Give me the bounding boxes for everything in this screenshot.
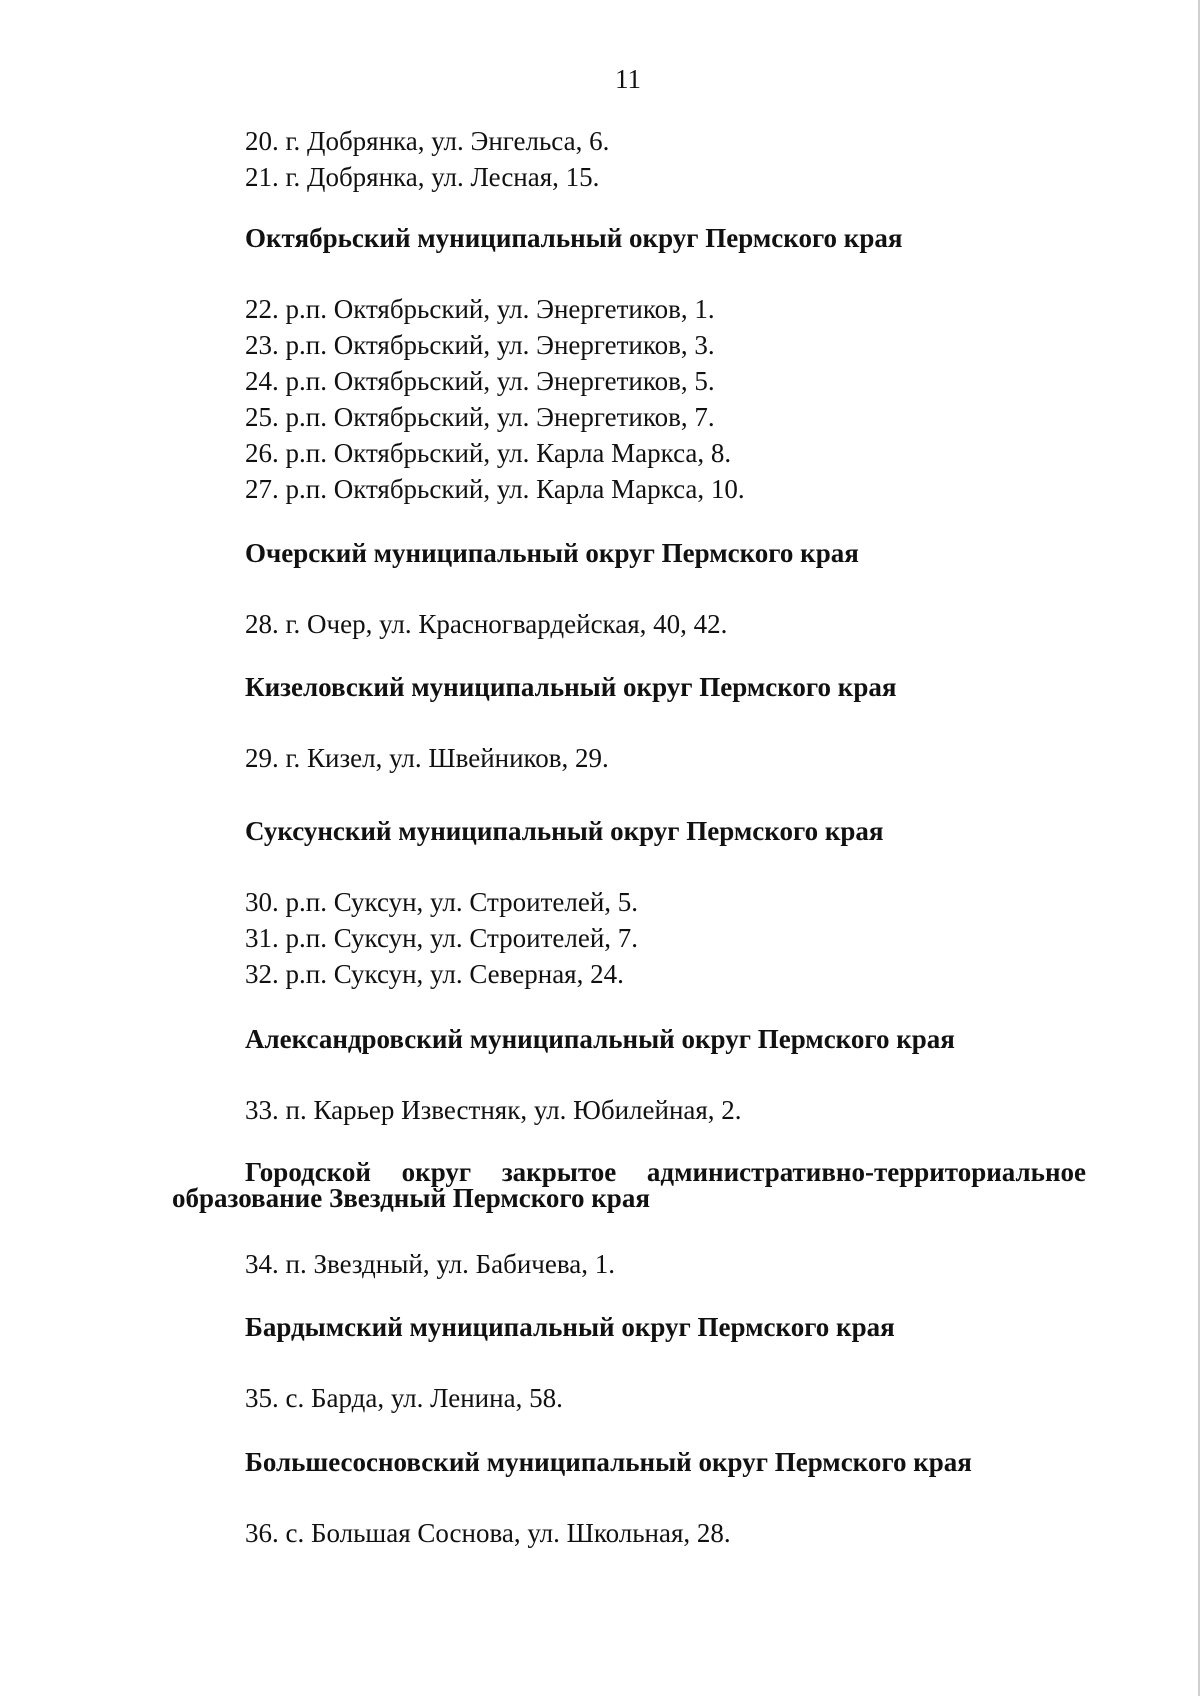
list-item: 21. г. Добрянка, ул. Лесная, 15. <box>245 162 600 192</box>
list-item: 30. р.п. Суксун, ул. Строителей, 5. <box>245 887 639 917</box>
list-item: 33. п. Карьер Известняк, ул. Юбилейная, 2. <box>245 1095 742 1125</box>
section-heading-bardymsky: Бардымский муниципальный округ Пермского края <box>245 1312 895 1342</box>
list-item: 27. р.п. Октябрьский, ул. Карла Маркса, 10. <box>245 474 745 504</box>
list-item: 28. г. Очер, ул. Красногвардейская, 40, 42. <box>245 609 728 639</box>
list-item: 35. с. Барда, ул. Ленина, 58. <box>245 1383 563 1413</box>
section-heading-suksunsky: Суксунский муниципальный округ Пермского края <box>245 816 884 846</box>
page-number: 11 <box>615 64 641 94</box>
section-heading-ochersky: Очерский муниципальный округ Пермского края <box>245 538 859 568</box>
list-item: 36. с. Большая Соснова, ул. Школьная, 28. <box>245 1518 731 1548</box>
section-heading-line-1: Городской округ закрытое административно-территориальное <box>245 1157 1086 1187</box>
list-item: 22. р.п. Октябрьский, ул. Энергетиков, 1. <box>245 294 715 324</box>
section-heading-zvezdny <box>172 1159 1086 1211</box>
section-heading-bolshesosnovsky: Большесосновский муниципальный округ Пермского края <box>245 1447 972 1477</box>
list-item: 24. р.п. Октябрьский, ул. Энергетиков, 5. <box>245 366 715 396</box>
list-item: 23. р.п. Октябрьский, ул. Энергетиков, 3. <box>245 330 715 360</box>
list-item: 32. р.п. Суксун, ул. Северная, 24. <box>245 959 624 989</box>
list-item: 34. п. Звездный, ул. Бабичева, 1. <box>245 1249 615 1279</box>
list-item: 31. р.п. Суксун, ул. Строителей, 7. <box>245 923 639 953</box>
list-item: 20. г. Добрянка, ул. Энгельса, 6. <box>245 126 610 156</box>
section-heading-line-2: образование Звездный Пермского края <box>172 1183 650 1213</box>
list-item: 25. р.п. Октябрьский, ул. Энергетиков, 7. <box>245 402 715 432</box>
list-item: 29. г. Кизел, ул. Швейников, 29. <box>245 743 609 773</box>
section-heading-aleksandrovsky: Александровский муниципальный округ Пермского края <box>245 1024 955 1054</box>
section-heading-oktyabrsky: Октябрьский муниципальный округ Пермского края <box>245 223 903 253</box>
section-heading-kizelovsky: Кизеловский муниципальный округ Пермского края <box>245 672 897 702</box>
list-item: 26. р.п. Октябрьский, ул. Карла Маркса, 8. <box>245 438 732 468</box>
